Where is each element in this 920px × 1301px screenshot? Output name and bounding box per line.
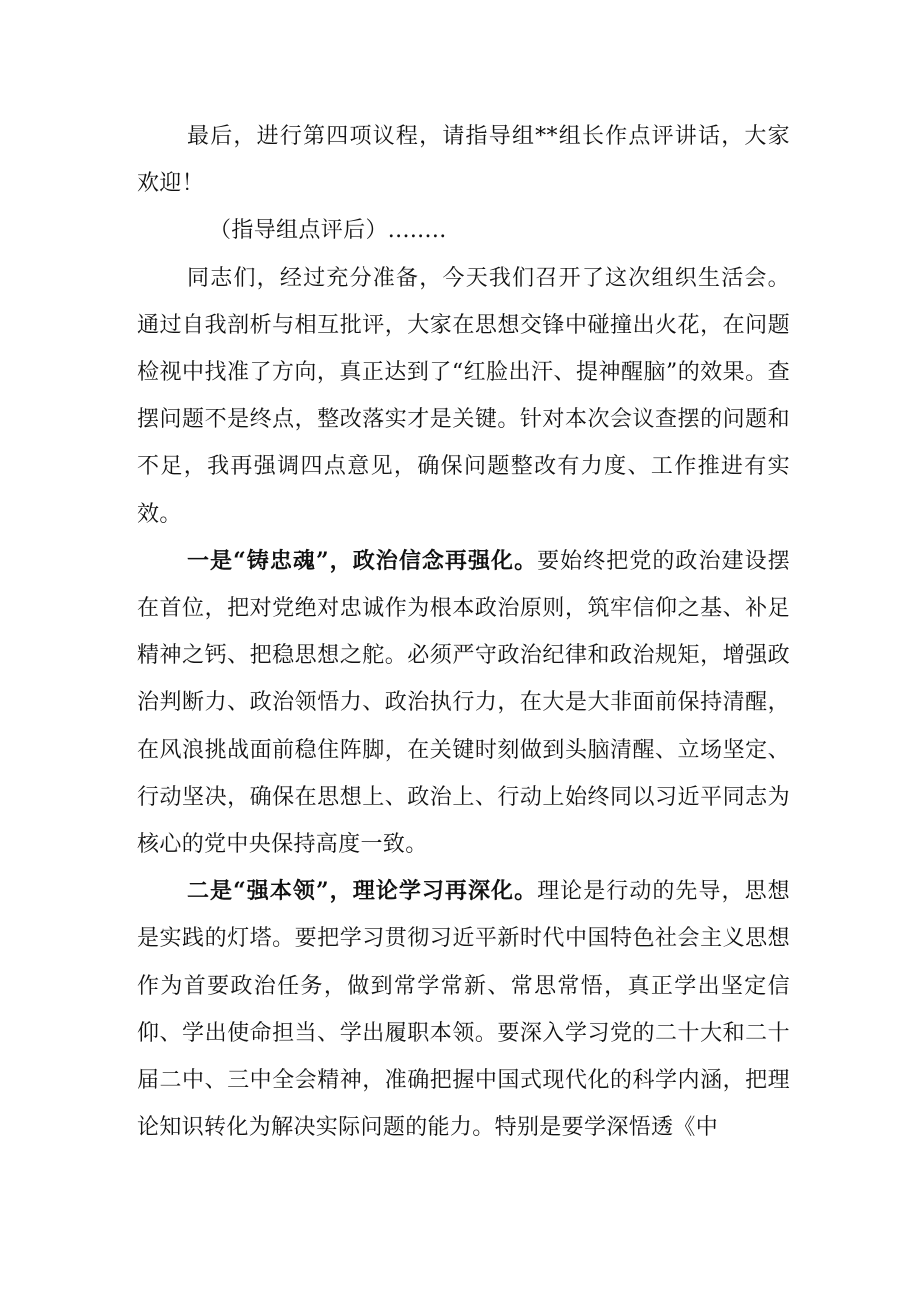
paragraph-lead: 一是“铸忠魂”，政治信念再强化。 <box>187 547 538 574</box>
paragraph-summary <box>137 255 790 538</box>
paragraph-lead: 二是“强本领”，理论学习再深化。 <box>187 878 538 905</box>
paragraph-closing-agenda <box>137 113 790 207</box>
paragraph-text: 同志们，经过充分准备，今天我们召开了这次组织生活会。通过自我剖析与相互批评，大家在思想交锋中碰撞出火花，在问题检视中找准了方向，真正达到了“红脸出汗、提神醒脑”的效果。查摆问题不是终点，整改落实才是关键。针对本次会议查摆的问题和不足，我再强调四点意见，确保问题整改有力度、工作推进有实效。 <box>137 265 790 527</box>
paragraph-text: 最后，进行第四项议程，请指导组**组长作点评讲话，大家欢迎！ <box>137 124 790 197</box>
paragraph-text: 要始终把党的政治建设摆在首位，把对党绝对忠诚作为根本政治原则，筑牢信仰之基、补足精神之钙、把稳思想之舵。必须严守政治纪律和政治规矩，增强政治判断力、政治领悟力、政治执行力，在大是大非面前保持清醒，在风浪挑战面前稳住阵脚，在关键时刻做到头脑清醒、立场坚定、行动坚决，确保在思想上、政治上、行动上始终同以习近平同志为核心的党中央保持高度一致。 <box>137 548 790 858</box>
paragraph-stage-note <box>137 207 790 254</box>
paragraph-text: 理论是行动的先导，思想是实践的灯塔。要把学习贯彻习近平新时代中国特色社会主义思想作为首要政治任务，做到常学常新、常思常悟，真正学出坚定信仰、学出使命担当、学出履职本领。要深入学习党的二十大和二十届二中、三中全会精神，准确把握中国式现代化的科学内涵，把理论知识转化为解决实际问题的能力。特别是要学深悟透《中 <box>137 879 790 1141</box>
paragraph-point-two <box>137 868 790 1151</box>
paragraph-text: （指导组点评后）........ <box>209 218 447 244</box>
paragraph-point-one <box>137 538 790 868</box>
document-body <box>137 113 790 1151</box>
